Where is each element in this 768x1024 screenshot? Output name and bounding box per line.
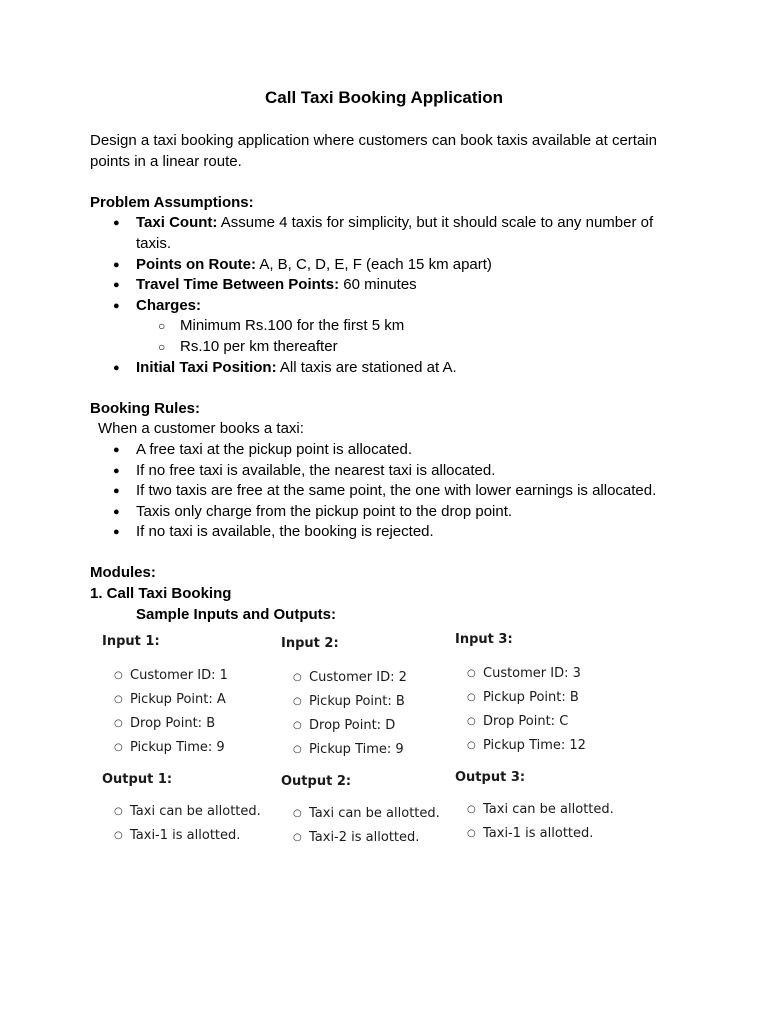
list-item: ○ Taxi can be allotted. [281,802,456,826]
modules-heading: Modules: [90,564,156,582]
assumptions-list [90,213,690,378]
output-label: Output 2: [281,774,352,789]
input-label: Input 2: [281,636,339,651]
list-item: ○ Rs.10 per km thereafter [90,337,690,358]
list-item: ○ Taxi-2 is allotted. [281,826,456,850]
sample-column-1 [102,632,277,848]
intro-paragraph: Design a taxi booking application where customers can book taxis available at certain points in a linear route. [90,132,657,170]
list-item: ● If two taxis are free at the same point, the one with lower earnings is allocated. [90,481,690,502]
list-item: ○ Minimum Rs.100 for the first 5 km [90,316,690,337]
list-item: ● Taxi Count: Assume 4 taxis for simplicity, but it should scale to any number of taxis. [90,213,690,254]
sample-column-3 [455,630,630,846]
list-item: ○ Taxi can be allotted. [455,798,630,822]
document-title: Call Taxi Booking Application [264,88,504,107]
list-item: ● If no taxi is available, the booking is rejected. [90,522,690,543]
assumptions-heading: Problem Assumptions: [90,193,254,211]
booking-rules-lead: When a customer books a taxi: [98,420,304,438]
list-item: ○ Drop Point: B [102,712,277,736]
list-item: ○ Pickup Time: 12 [455,734,630,758]
list-item: ○ Pickup Point: A [102,688,277,712]
output-label: Output 3: [455,770,526,785]
list-item: ● Taxis only charge from the pickup point to the drop point. [90,502,690,523]
output-label: Output 1: [102,772,173,787]
sample-heading: Sample Inputs and Outputs: [136,605,337,623]
input-list [281,666,456,762]
list-item: ○ Drop Point: C [455,710,630,734]
charges-sublist [136,316,690,357]
list-item: ○ Drop Point: D [281,714,456,738]
list-item: ● Charges: ○ Minimum Rs.100 for the first 5 km ○ Rs.10 per km thereafter [90,296,690,358]
list-item: ○ Pickup Time: 9 [102,736,277,760]
list-item: ○ Customer ID: 1 [102,664,277,688]
list-item: ● Travel Time Between Points: 60 minutes [90,275,690,296]
output-list [455,798,630,846]
list-item: ○ Taxi-1 is allotted. [102,824,277,848]
list-item: ○ Pickup Point: B [455,686,630,710]
list-item: ○ Pickup Time: 9 [281,738,456,762]
list-item: ● Initial Taxi Position: All taxis are stationed at A. [90,358,690,379]
input-list [455,662,630,758]
module-1-heading: 1. Call Taxi Booking [90,585,232,603]
document-page [90,86,690,625]
list-item: ○ Taxi-1 is allotted. [455,822,630,846]
booking-rules-heading: Booking Rules: [90,399,201,417]
input-label: Input 3: [455,632,513,647]
list-item: ○ Pickup Point: B [281,690,456,714]
output-list [102,800,277,848]
booking-rules-list [90,440,690,543]
list-item: ○ Customer ID: 2 [281,666,456,690]
sample-column-2 [281,634,456,850]
output-list [281,802,456,850]
input-list [102,664,277,760]
input-label: Input 1: [102,634,160,649]
list-item: ● If no free taxi is available, the nearest taxi is allocated. [90,461,690,482]
list-item: ○ Customer ID: 3 [455,662,630,686]
list-item: ● A free taxi at the pickup point is allocated. [90,440,690,461]
sample-io-image [102,632,662,862]
list-item: ○ Taxi can be allotted. [102,800,277,824]
list-item: ● Points on Route: A, B, C, D, E, F (each 15 km apart) [90,255,690,276]
